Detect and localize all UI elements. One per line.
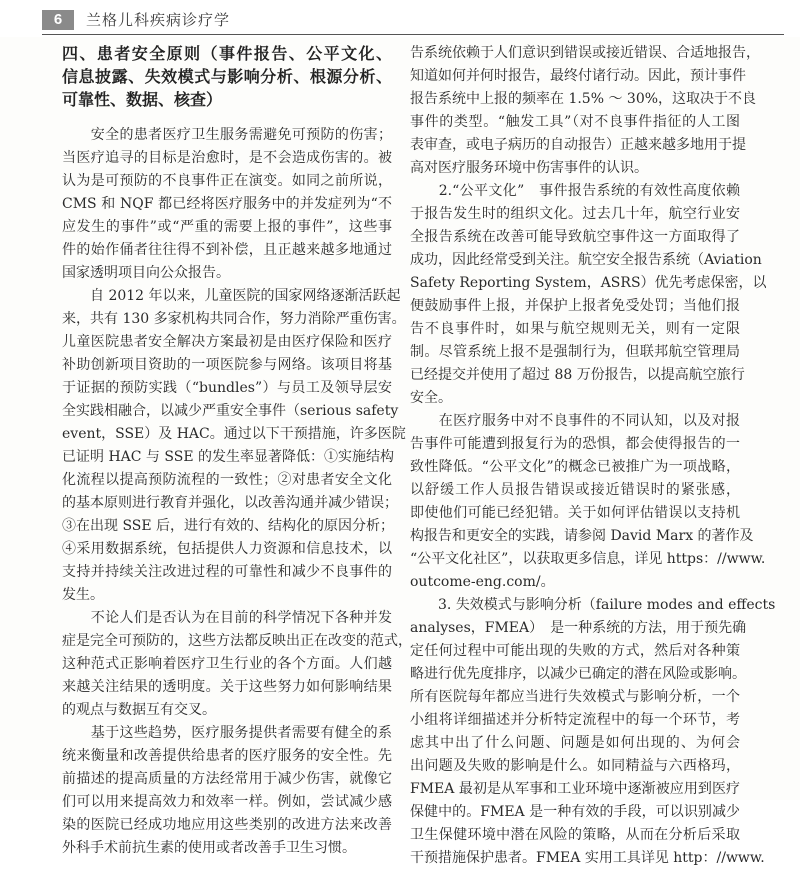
text-line: 安全的患者医疗卫生服务需避免可预防的伤害； — [62, 127, 392, 143]
paragraph — [62, 722, 392, 860]
paragraph — [62, 607, 412, 722]
text-line: 症是完全可预防的，这些方法都反映出正在改变的范式， — [62, 633, 412, 649]
text-line: 构报告和更安全的实践，请参阅 David Marx 的著作及 — [410, 528, 754, 544]
text-line: 当医疗追寻的目标是治愈时，是不会造成伤害的。被 — [62, 150, 392, 166]
text-line: 即使他们可能已经犯错。关于如何评估错误以支持机 — [410, 505, 740, 521]
text-line: ④采用数据系统，包括提供人力资源和信息技术，以 — [62, 541, 392, 557]
text-line: 知道如何并何时报告，最终付诸行动。因此，预计事件 — [410, 68, 746, 84]
text-line: 安全。 — [410, 390, 452, 406]
text-line: 便鼓励事件上报，并保护上报者免受处罚；当他们报 — [410, 298, 740, 314]
text-line: 告不良事件时，如果与航空规则无关，则有一定限 — [410, 321, 740, 337]
text-line: 所有医院每年都应当进行失效模式与影响分析，一个 — [410, 689, 740, 705]
running-title: 兰格儿科疾病诊疗学 — [86, 11, 231, 29]
text-line: 制。尽管系统上报不是强制行为，但联邦航空管理局 — [410, 344, 740, 360]
text-line: 统来衡量和改善提供给患者的医疗服务的安全性。先 — [62, 748, 392, 764]
text-line: 不论人们是否认为在目前的科学情况下各种并发 — [62, 610, 392, 626]
text-line: 已证明 HAC 与 SSE 的发生率显著降低：①实施结构 — [62, 449, 394, 465]
paragraph — [410, 594, 776, 870]
section-heading — [62, 42, 392, 111]
text-line: 应发生的事件”或“严重的需要上报的事件”，这些事 — [62, 219, 392, 235]
text-line: 已经提交并使用了超过 88 万份报告，以提高航空旅行 — [410, 367, 745, 383]
text-line: 自 2012 年以来，儿童医院的国家网络逐渐活跃起 — [62, 288, 401, 304]
text-line: 在医疗服务中对不良事件的不同认知，以及对报 — [410, 413, 740, 429]
text-line: 虑其中出了什么问题、问题是如何出现的、为何会 — [410, 735, 740, 751]
text-line: “公平文化社区”，以获取更多信息，详见 https：//www. — [410, 551, 766, 567]
text-line: 出问题及失败的影响是什么。如同精益与六西格玛， — [410, 758, 740, 774]
text-line: 补助创新项目资助的一项医院参与网络。该项目将基 — [62, 357, 392, 373]
text-line: 卫生保健环境中潜在风险的策略，从而在分析后采取 — [410, 827, 740, 843]
text-line: 支持并持续关注改进过程的可靠性和减少不良事件的 — [62, 564, 392, 580]
text-line: 致性降低。“公平文化”的概念已被推广为一项战略， — [410, 459, 740, 475]
text-line: 小组将详细描述并分析特定流程中的每一个环节，考 — [410, 712, 740, 728]
text-line: 国家透明项目向公众报告。 — [62, 265, 230, 281]
text-line: 于报告发生时的组织文化。过去几十年，航空行业安 — [410, 206, 740, 222]
text-line: 化流程以提高预防流程的一致性；②对患者安全文化 — [62, 472, 392, 488]
paragraph — [410, 410, 766, 594]
text-line: 的基本原则进行教育并强化，以改善沟通并减少错误； — [62, 495, 398, 511]
text-line: 成功，因此经常受到关注。航空安全报告系统（Aviation — [410, 252, 762, 268]
text-line: 告事件可能遭到报复行为的恐惧，都会使得报告的一 — [410, 436, 740, 452]
text-line: 发生。 — [62, 587, 104, 603]
text-line: 高对医疗服务环境中伤害事件的认识。 — [410, 160, 648, 176]
text-line: 告系统依赖于人们意识到错误或接近错误、合适地报告， — [410, 45, 760, 61]
text-line: 来越关注结果的透明度。关于这些努力如何影响结果 — [62, 679, 392, 695]
text-line: 染的医院已经成功地应用这些类别的改进方法来改善 — [62, 817, 392, 833]
paragraph — [410, 42, 760, 180]
text-line: 们可以用来提高效力和效率一样。例如，尝试减少感 — [62, 794, 392, 810]
left-paragraphs — [62, 124, 412, 860]
text-line: 基于这些趋势，医疗服务提供者需要有健全的系 — [62, 725, 392, 741]
text-line: 的观点与数据互有交叉。 — [62, 702, 216, 718]
header-rule — [42, 34, 784, 35]
text-line: 于证据的预防实践（“bundles”）与员工及领导层安 — [62, 380, 392, 396]
text-line: 件的始作俑者往往得不到补偿，且正越来越多地通过 — [62, 242, 392, 258]
text-line: 全实践相融合，以减少严重安全事件（serious safety — [62, 403, 399, 419]
text-line: 干预措施保护患者。FMEA 实用工具详见 http：//www. — [410, 850, 765, 866]
text-line: 来，共有 130 多家机构共同合作，努力消除严重伤害。 — [62, 311, 406, 327]
heading-line: 四、患者安全原则（事件报告、公平文化、 — [62, 44, 392, 63]
text-line: analyses，FMEA） 是一种系统的方法，用于预先确 — [410, 620, 747, 636]
text-line: 2.“公平文化” 事件报告系统的有效性高度依赖 — [410, 183, 740, 199]
text-line: 以舒缓工作人员报告错误或接近错误时的紧张感， — [410, 482, 740, 498]
text-line: Safety Reporting System，ASRS）优先考虑保密，以 — [410, 275, 767, 291]
text-line: 定任何过程中可能出现的失败的方式，然后对各种策 — [410, 643, 740, 659]
text-line: 报告系统中上报的频率在 1.5% ～ 30%，这取决于不良 — [410, 91, 757, 107]
page-number: 6 — [42, 10, 74, 30]
text-line: 外科手术前抗生素的使用或者改善手卫生习惯。 — [62, 840, 356, 856]
text-line: FMEA 最初是从军事和工业环境中逐渐被应用到医疗 — [410, 781, 740, 797]
text-line: outcome-eng.com/。 — [410, 574, 555, 590]
paragraph — [62, 285, 406, 607]
text-line: 儿童医院患者安全解决方案最初是由医疗保险和医疗 — [62, 334, 392, 350]
page-header — [0, 0, 800, 37]
text-line: ③在出现 SSE 后，进行有效的、结构化的原因分析； — [62, 518, 395, 534]
right-column — [410, 42, 776, 870]
text-line: 表审查，或电子病历的自动报告）正越来越多地用于提 — [410, 137, 746, 153]
right-paragraphs — [410, 42, 776, 870]
text-line: 前描述的提高质量的方法经常用于减少伤害，就像它 — [62, 771, 392, 787]
text-line: CMS 和 NQF 都已经将医疗服务中的并发症列为“不 — [62, 196, 392, 212]
text-line: 3. 失效模式与影响分析（failure modes and effects — [410, 597, 776, 613]
heading-line: 信息披露、失效模式与影响分析、根源分析、 — [62, 67, 392, 86]
paragraph — [62, 124, 392, 285]
text-line: 认为是可预防的不良事件正在演变。如同之前所说， — [62, 173, 392, 189]
text-line: 保健中的。FMEA 是一种有效的手段，可以识别减少 — [410, 804, 740, 820]
text-line: 全报告系统在改善可能导致航空事件这一方面取得了 — [410, 229, 740, 245]
text-line: 这种范式正影响着医疗卫生行业的各个方面。人们越 — [62, 656, 392, 672]
left-column — [62, 42, 412, 860]
text-line: 略进行优先度排序，以减少已确定的潜在风险或影响。 — [410, 666, 746, 682]
heading-line: 可靠性、数据、核查） — [62, 90, 223, 109]
text-line: event，SSE）及 HAC。通过以下干预措施，许多医院 — [62, 426, 406, 442]
paragraph — [410, 180, 767, 410]
text-line: 事件的类型。“触发工具”（对不良事件指征的人工图 — [410, 114, 740, 130]
